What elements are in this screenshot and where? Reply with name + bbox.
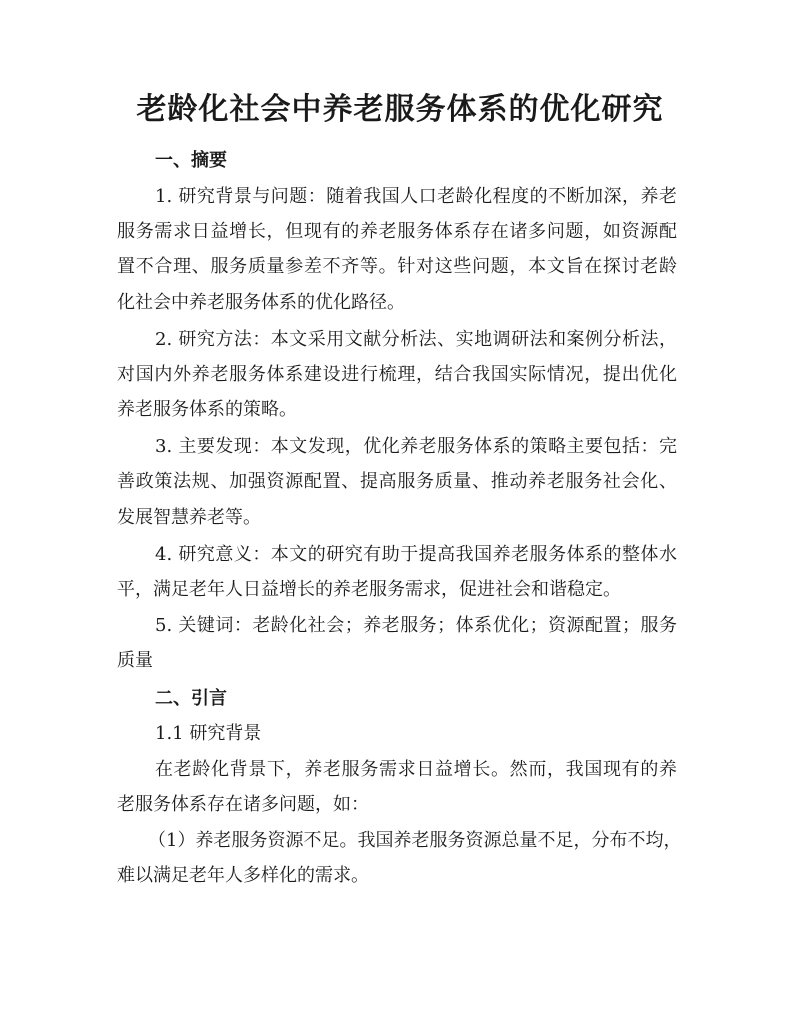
intro-heading: 二、引言 (155, 688, 227, 709)
page-title: 老龄化社会中养老服务体系的优化研究 (136, 92, 664, 127)
abstract-p3-line3: 发展智慧养老等。 (117, 507, 261, 528)
abstract-p1-line4: 化社会中养老服务体系的优化路径。 (117, 292, 405, 313)
abstract-p1-line2: 服务需求日益增长，但现有的养老服务体系存在诸多问题，如资源配 (117, 221, 677, 242)
intro-subheading: 1.1 研究背景 (155, 723, 262, 744)
intro-p1-line2: 老服务体系存在诸多问题，如： (117, 794, 369, 815)
abstract-p1-line3: 置不合理、服务质量参差不齐等。针对这些问题，本文旨在探讨老龄 (117, 256, 677, 277)
intro-p2-line1: （1）养老服务资源不足。我国养老服务资源总量不足，分布不均， (148, 830, 682, 851)
abstract-p4-line2: 平，满足老年人日益增长的养老服务需求，促进社会和谐稳定。 (117, 579, 621, 600)
intro-p2-line2: 难以满足老年人多样化的需求。 (117, 865, 369, 886)
abstract-p2-line3: 养老服务体系的策略。 (117, 399, 297, 420)
abstract-p3-line2: 善政策法规、加强资源配置、提高服务质量、推动养老服务社会化、 (117, 471, 677, 492)
abstract-heading: 一、摘要 (155, 150, 227, 171)
abstract-p4-line1: 4. 研究意义：本文的研究有助于提高我国养老服务体系的整体水 (155, 544, 677, 565)
abstract-p5-line1: 5. 关键词：老龄化社会；养老服务；体系优化；资源配置；服务 (155, 615, 677, 636)
abstract-p2-line2: 对国内外养老服务体系建设进行梳理，结合我国实际情况，提出优化 (117, 364, 677, 385)
abstract-p5-line2: 质量 (117, 650, 153, 671)
abstract-p2-line1: 2. 研究方法：本文采用文献分析法、实地调研法和案例分析法， (155, 329, 677, 350)
abstract-p1-line1: 1. 研究背景与问题：随着我国人口老龄化程度的不断加深，养老 (155, 186, 677, 207)
intro-p1-line1: 在老龄化背景下，养老服务需求日益增长。然而，我国现有的养 (155, 759, 677, 780)
abstract-p3-line1: 3. 主要发现：本文发现，优化养老服务体系的策略主要包括：完 (155, 436, 677, 457)
